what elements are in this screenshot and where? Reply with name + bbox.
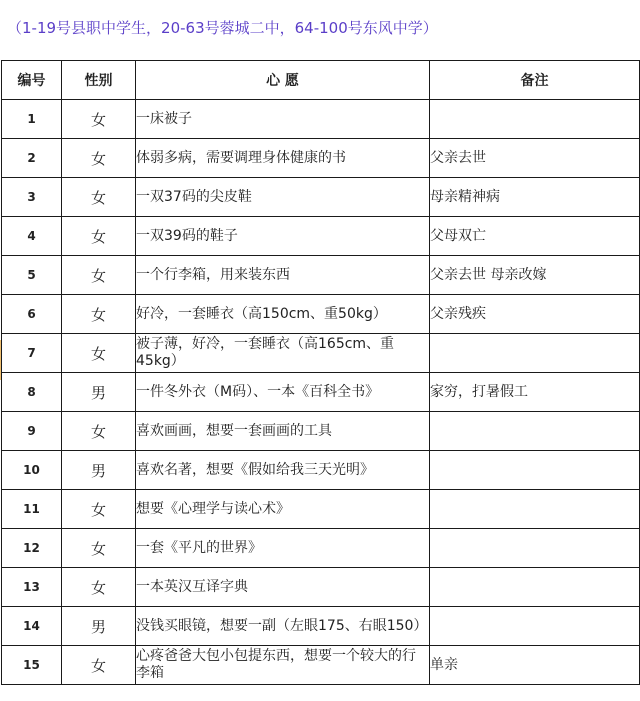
cell-sex: 女 <box>62 256 136 295</box>
cell-no: 10 <box>2 451 62 490</box>
cell-sex: 女 <box>62 412 136 451</box>
cell-wish: 一本英汉互译字典 <box>136 568 430 607</box>
table-row <box>2 451 640 490</box>
header-wish: 心 愿 <box>136 61 430 100</box>
cell-wish: 好冷，一套睡衣（高150cm、重50kg） <box>136 295 430 334</box>
table-body <box>2 100 640 685</box>
cell-note <box>430 100 640 139</box>
table-row <box>2 178 640 217</box>
header-note: 备注 <box>430 61 640 100</box>
cell-sex: 女 <box>62 139 136 178</box>
cell-wish: 一件冬外衣（M码）、一本《百科全书》 <box>136 373 430 412</box>
table-row <box>2 607 640 646</box>
cell-wish: 一个行李箱，用来装东西 <box>136 256 430 295</box>
cell-no: 9 <box>2 412 62 451</box>
table-row <box>2 529 640 568</box>
cell-sex: 女 <box>62 295 136 334</box>
cell-wish: 体弱多病，需要调理身体健康的书 <box>136 139 430 178</box>
cell-no: 4 <box>2 217 62 256</box>
cell-sex: 女 <box>62 568 136 607</box>
cell-no: 6 <box>2 295 62 334</box>
cell-sex: 男 <box>62 373 136 412</box>
cell-wish: 心疼爸爸大包小包提东西，想要一个较大的行李箱 <box>136 646 430 685</box>
cell-wish: 没钱买眼镜，想要一副（左眼175、右眼150） <box>136 607 430 646</box>
cell-sex: 女 <box>62 646 136 685</box>
cell-note <box>430 607 640 646</box>
cell-wish: 被子薄，好冷，一套睡衣（高165cm、重45kg） <box>136 334 430 373</box>
cell-sex: 女 <box>62 334 136 373</box>
cell-no: 2 <box>2 139 62 178</box>
table-row <box>2 373 640 412</box>
cell-sex: 女 <box>62 100 136 139</box>
header-no: 编号 <box>2 61 62 100</box>
cell-note <box>430 529 640 568</box>
table-row <box>2 568 640 607</box>
wish-table <box>1 60 640 685</box>
cell-no: 1 <box>2 100 62 139</box>
cell-no: 5 <box>2 256 62 295</box>
cell-no: 7 <box>2 334 62 373</box>
table-header-row <box>2 61 640 100</box>
cell-note <box>430 334 640 373</box>
cell-wish: 一套《平凡的世界》 <box>136 529 430 568</box>
cell-no: 3 <box>2 178 62 217</box>
table-row <box>2 412 640 451</box>
cell-no: 13 <box>2 568 62 607</box>
table-row <box>2 256 640 295</box>
cell-sex: 男 <box>62 451 136 490</box>
table-row <box>2 646 640 685</box>
table-row <box>2 490 640 529</box>
cell-no: 11 <box>2 490 62 529</box>
school-range-caption: （1-19号县职中学生，20-63号蓉城二中，64-100号东风中学） <box>7 19 438 37</box>
cell-note: 母亲精神病 <box>430 178 640 217</box>
cell-sex: 女 <box>62 529 136 568</box>
cell-note: 父亲去世 <box>430 139 640 178</box>
cell-note: 父母双亡 <box>430 217 640 256</box>
cell-note: 单亲 <box>430 646 640 685</box>
table-row <box>2 139 640 178</box>
cell-no: 12 <box>2 529 62 568</box>
cell-note: 家穷，打暑假工 <box>430 373 640 412</box>
cell-wish: 喜欢画画，想要一套画画的工具 <box>136 412 430 451</box>
cell-no: 14 <box>2 607 62 646</box>
table-row <box>2 217 640 256</box>
cell-no: 15 <box>2 646 62 685</box>
cell-note <box>430 412 640 451</box>
cell-sex: 女 <box>62 217 136 256</box>
cell-wish: 一双39码的鞋子 <box>136 217 430 256</box>
cell-sex: 女 <box>62 490 136 529</box>
cell-no: 8 <box>2 373 62 412</box>
cell-sex: 女 <box>62 178 136 217</box>
table-row <box>2 100 640 139</box>
table-row <box>2 295 640 334</box>
cell-note <box>430 490 640 529</box>
cell-wish: 一双37码的尖皮鞋 <box>136 178 430 217</box>
cell-wish: 一床被子 <box>136 100 430 139</box>
cell-note: 父亲残疾 <box>430 295 640 334</box>
cell-note: 父亲去世 母亲改嫁 <box>430 256 640 295</box>
header-sex: 性别 <box>62 61 136 100</box>
table-row <box>2 334 640 373</box>
cell-wish: 想要《心理学与读心术》 <box>136 490 430 529</box>
cell-note <box>430 568 640 607</box>
cell-sex: 男 <box>62 607 136 646</box>
cell-wish: 喜欢名著，想要《假如给我三天光明》 <box>136 451 430 490</box>
cell-note <box>430 451 640 490</box>
